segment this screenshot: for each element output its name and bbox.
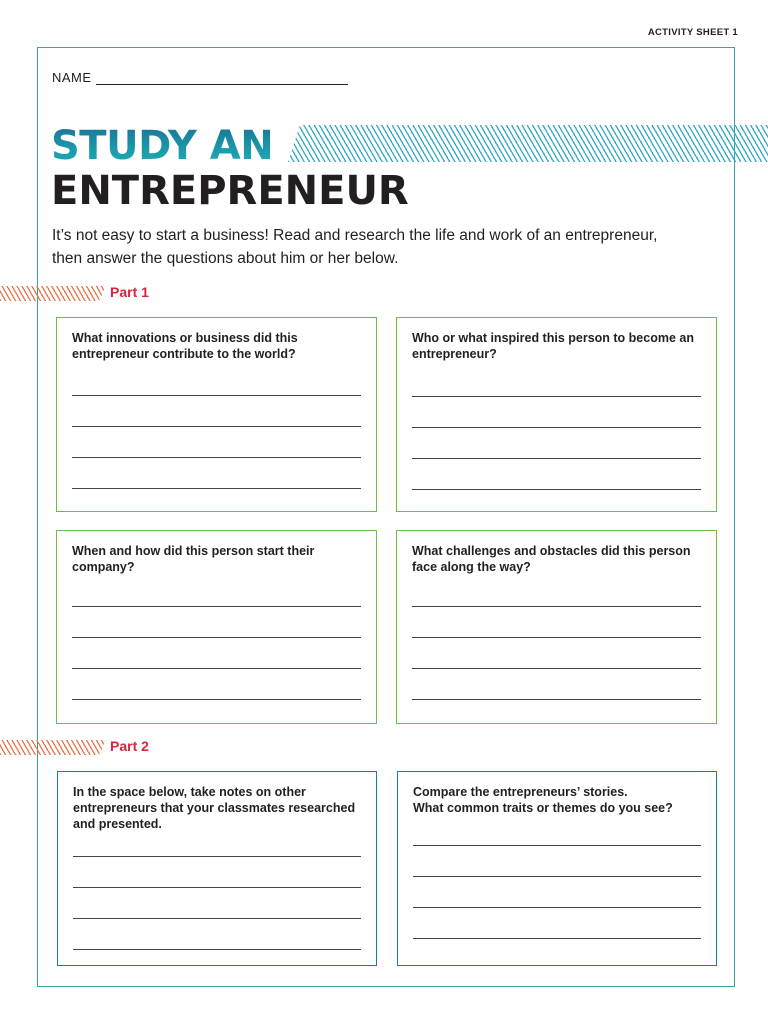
answer-line[interactable] [412, 606, 701, 607]
answer-line[interactable] [413, 876, 701, 877]
question-box-compare-stories [397, 771, 717, 966]
part1-label: Part 1 [110, 284, 149, 300]
answer-line[interactable] [412, 396, 701, 397]
answer-line[interactable] [72, 426, 361, 427]
answer-line[interactable] [412, 458, 701, 459]
answer-line[interactable] [73, 949, 361, 950]
answer-line[interactable] [72, 668, 361, 669]
answer-line[interactable] [72, 457, 361, 458]
question-box-inspiration [396, 317, 717, 512]
answer-line[interactable] [72, 488, 361, 489]
question-box-innovations [56, 317, 377, 512]
question-box-classmate-notes [57, 771, 377, 966]
question-text: What innovations or business did this entrepreneur contribute to the world? [72, 331, 298, 361]
answer-line[interactable] [412, 427, 701, 428]
question-text: Compare the entrepreneurs’ stories. What common traits or themes do you see? [413, 785, 673, 815]
name-input-line[interactable] [96, 70, 348, 85]
answer-line[interactable] [413, 845, 701, 846]
answer-line[interactable] [412, 489, 701, 490]
question-box-challenges [396, 530, 717, 724]
answer-line[interactable] [412, 668, 701, 669]
answer-line[interactable] [72, 395, 361, 396]
name-label: NAME [52, 70, 92, 85]
question-text: In the space below, take notes on other entrepreneurs that your classmates researched and presented. [73, 785, 356, 831]
answer-line[interactable] [413, 938, 701, 939]
part2-hatch-decoration [0, 740, 106, 755]
answer-line[interactable] [73, 887, 361, 888]
part2-label: Part 2 [110, 738, 149, 754]
name-field [52, 70, 348, 85]
answer-line[interactable] [73, 856, 361, 857]
answer-line[interactable] [412, 637, 701, 638]
intro-text: It’s not easy to start a business! Read and research the life and work of an entrepreneur, then answer the questions about him or her below. [52, 227, 658, 267]
question-box-start-company [56, 530, 377, 724]
part1-hatch-decoration [0, 286, 106, 301]
question-text: What challenges and obstacles did this person face along the way? [412, 544, 691, 574]
activity-sheet-label: ACTIVITY SHEET 1 [647, 27, 738, 38]
page-title-line1: STUDY AN [51, 123, 274, 169]
answer-line[interactable] [73, 918, 361, 919]
answer-line[interactable] [412, 699, 701, 700]
answer-line[interactable] [72, 699, 361, 700]
page-title-line2: ENTREPRENEUR [51, 168, 409, 214]
question-text: Who or what inspired this person to become an entrepreneur? [412, 331, 694, 361]
title-hatch-decoration [288, 125, 768, 162]
answer-line[interactable] [413, 907, 701, 908]
answer-line[interactable] [72, 637, 361, 638]
question-text: When and how did this person start their company? [72, 544, 315, 574]
answer-line[interactable] [72, 606, 361, 607]
